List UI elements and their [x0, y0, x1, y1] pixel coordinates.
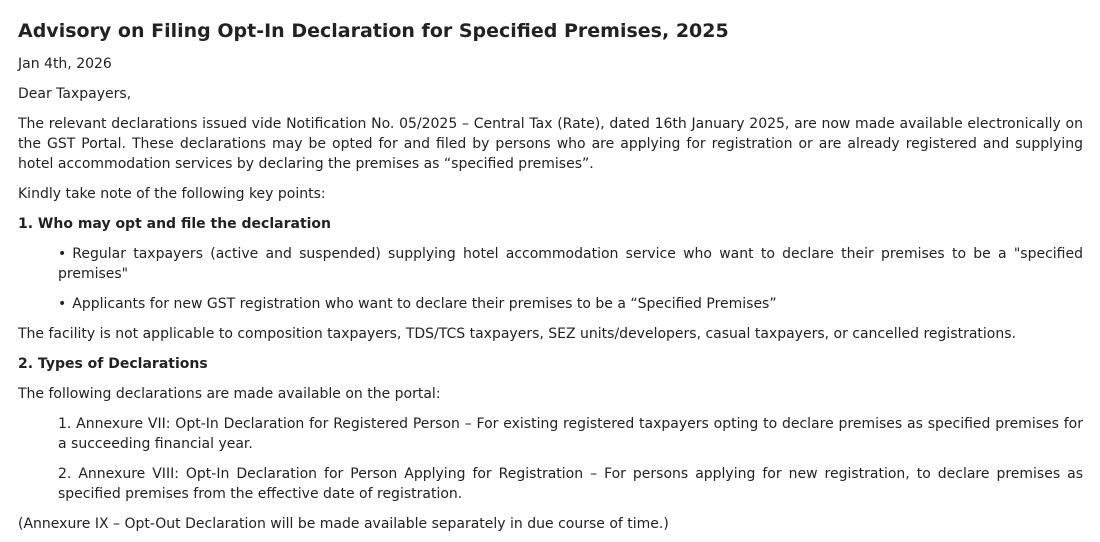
- salutation: Dear Taxpayers,: [18, 86, 132, 102]
- not-applicable-note: The facility is not applicable to composition taxpayers, TDS/TCS taxpayers, SEZ units/developers, casual taxpayers, or cancelled registrations.: [18, 326, 1016, 342]
- advisory-date: Jan 4th, 2026: [18, 56, 112, 72]
- list-item-annexure-viii: 2. Annexure VIII: Opt-In Declaration for Person Applying for Registration – For persons applying for new registration, to declare premises as specified premises from the effective date of registration.: [58, 466, 1083, 502]
- list-item-annexure-vii: 1. Annexure VII: Opt-In Declaration for Registered Person – For existing registered taxpayers opting to declare premises as specified premises for a succeeding financial year.: [58, 416, 1083, 452]
- declarations-intro: The following declarations are made available on the portal:: [18, 386, 441, 402]
- section-heading-types: 2. Types of Declarations: [18, 356, 208, 372]
- intro-paragraph: The relevant declarations issued vide Notification No. 05/2025 – Central Tax (Rate), dated 16th January 2025, are now made available electronically on the GST Portal. These declarations may be opted for and filed by persons who are applying for registration or are already registered and supplying hotel accommodation services by declaring the premises as “specified premises”.: [18, 116, 1083, 172]
- bullet-icon: [58, 296, 72, 312]
- bullet-text: Regular taxpayers (active and suspended) supplying hotel accommodation service who want to declare their premises to be a "specified premises": [58, 246, 1083, 282]
- bullet-text: Applicants for new GST registration who want to declare their premises to be a “Specified Premises”: [72, 296, 777, 312]
- key-points-intro: Kindly take note of the following key points:: [18, 186, 326, 202]
- bullet-item-applicants: [58, 294, 1083, 314]
- bullet-item-regular-taxpayers: [58, 244, 1083, 284]
- annexure-ix-note: (Annexure IX – Opt-Out Declaration will be made available separately in due course of time.): [18, 516, 669, 532]
- bullet-icon: [58, 246, 72, 262]
- section-heading-who-may-opt: 1. Who may opt and file the declaration: [18, 216, 332, 232]
- advisory-title: Advisory on Filing Opt-In Declaration for Specified Premises, 2025: [18, 20, 729, 42]
